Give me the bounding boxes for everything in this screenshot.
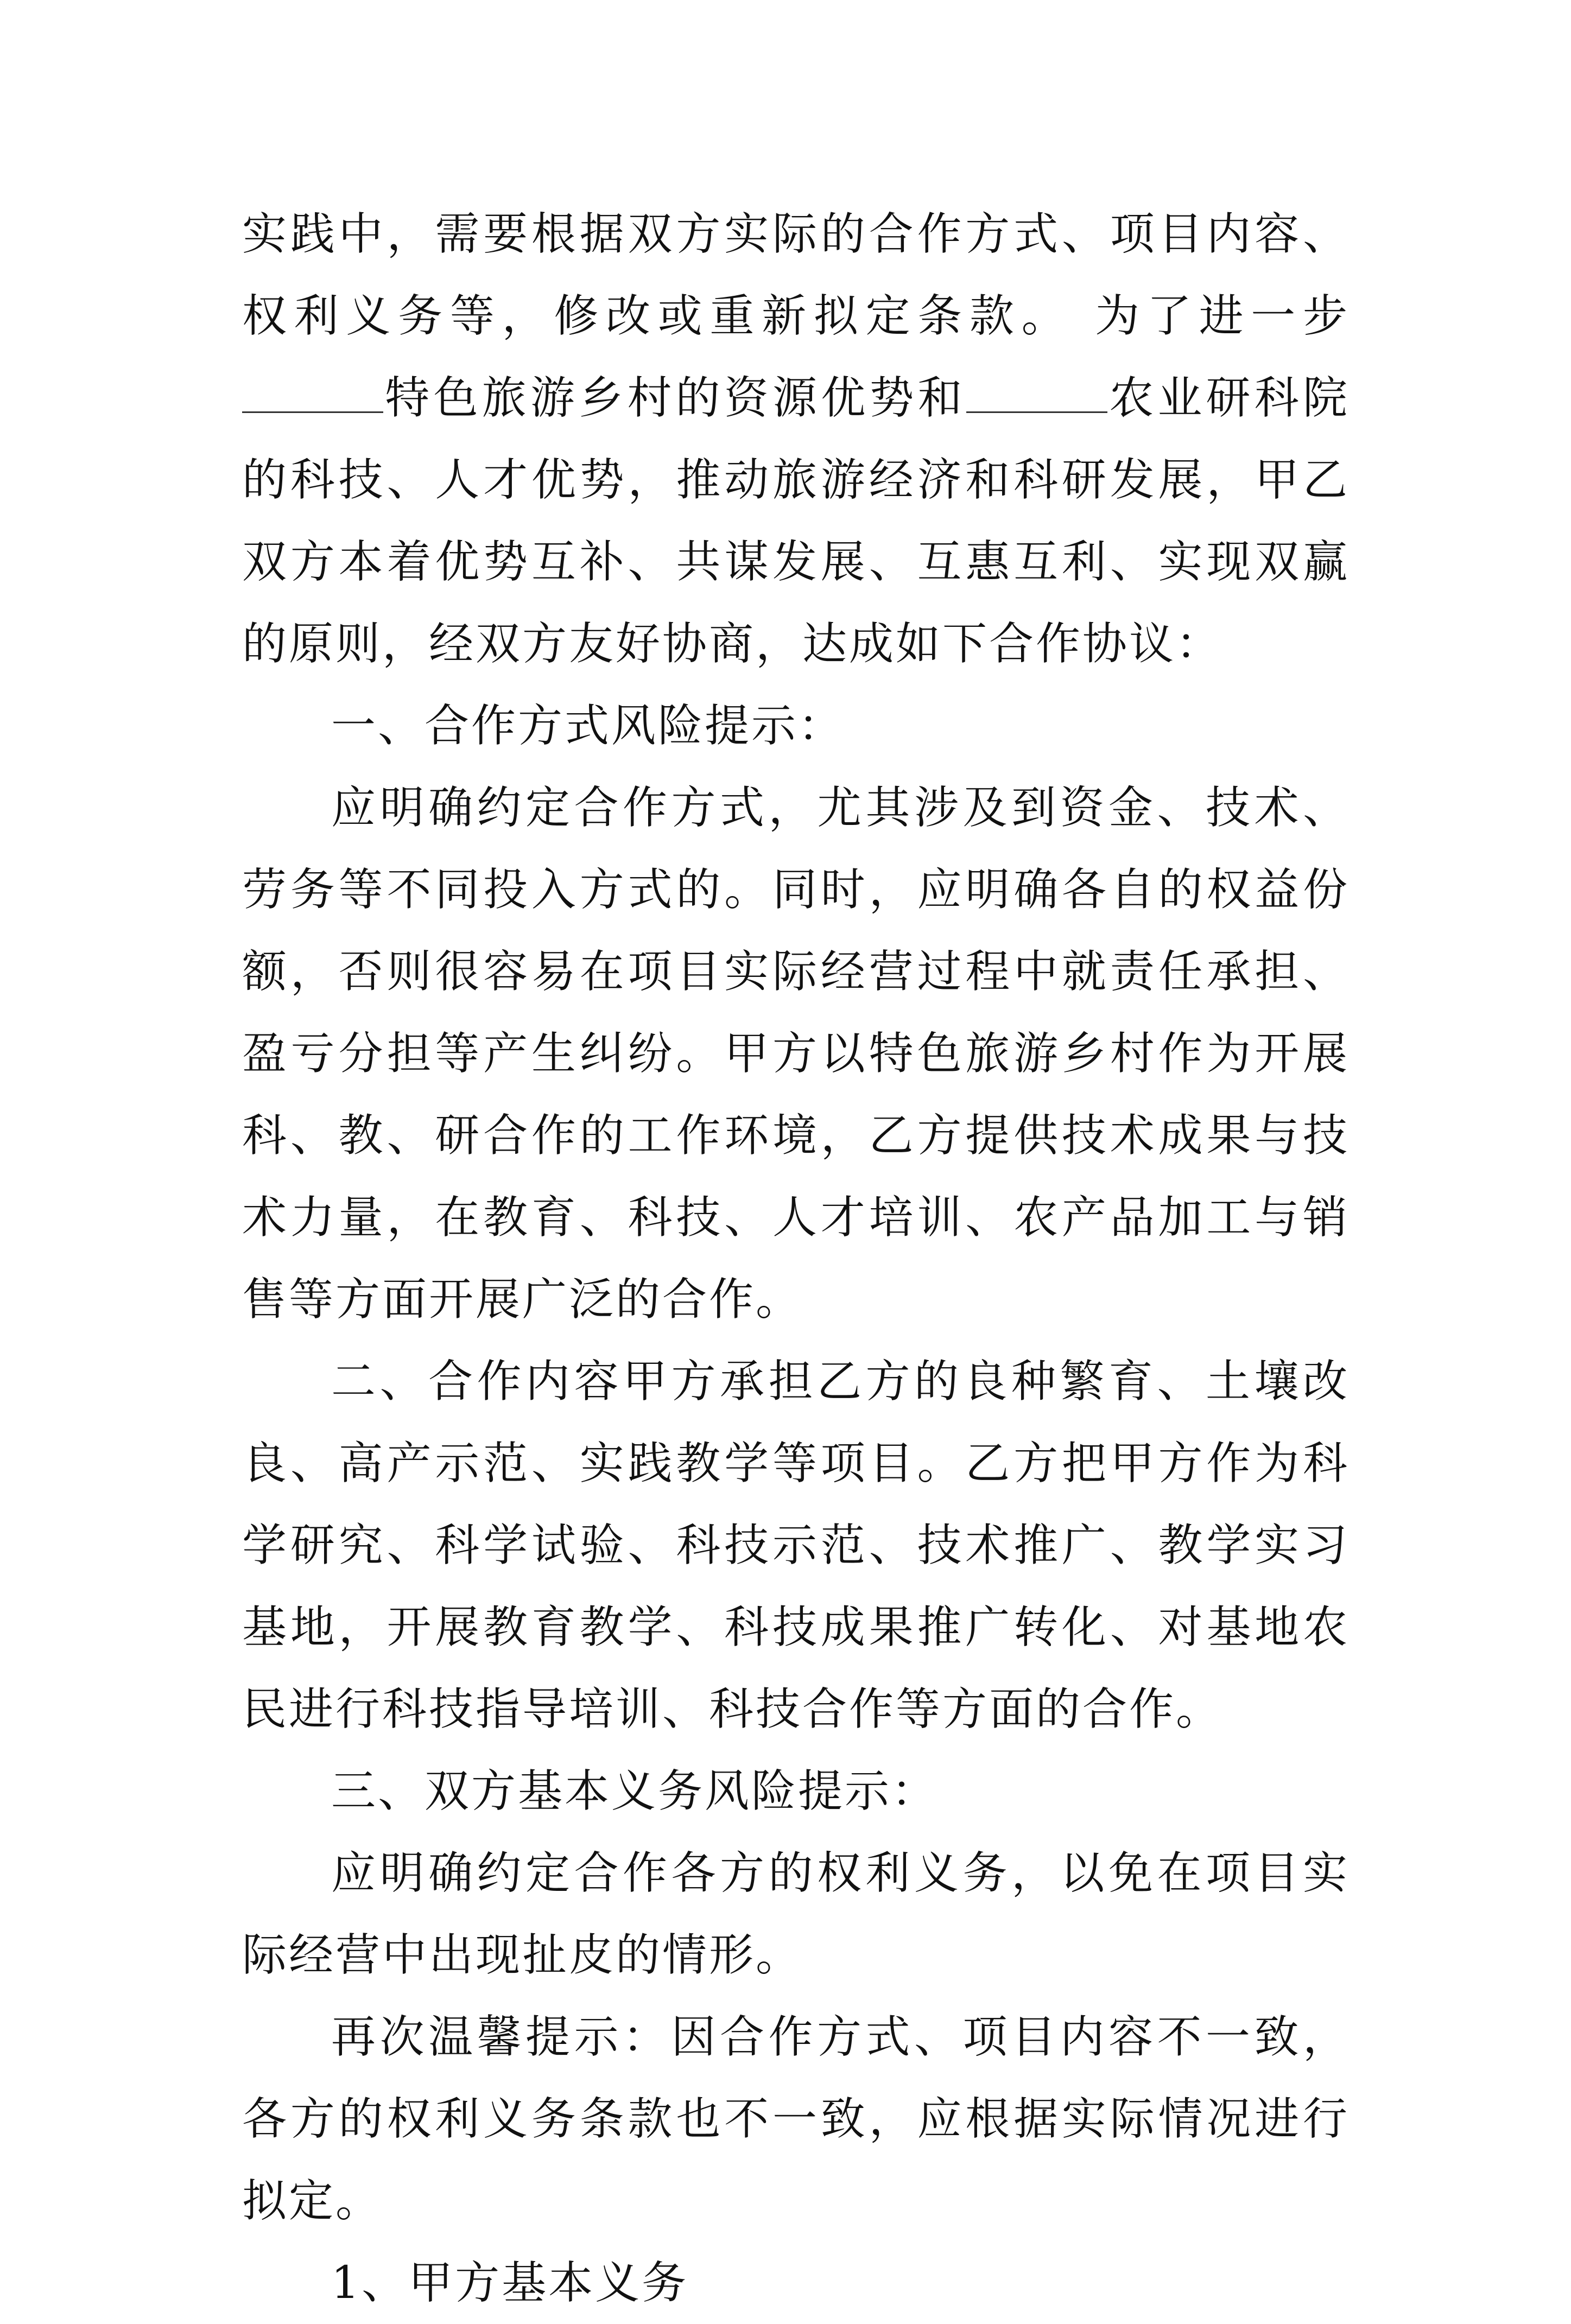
section1-heading: 一、合作方式风险提示：	[331, 700, 845, 752]
section2-paragraph: 二、合作内容甲方承担乙方的良种繁育、土壤改良、高产示范、实践教学等项目。乙方把甲方作为科学研究、科学试验、科技示范、技术推广、教学实习基地，开展教育教学、科技成果推广转化、对基地农民进行科技指导培训、科技合作等方面的合作。	[242, 1356, 1350, 1735]
section3-body: 应明确约定合作各方的权利义务，以免在项目实际经营中出现扯皮的情形。	[242, 1847, 1350, 1981]
intro-text-2: 特色旅游乡村的资源优势和	[383, 372, 966, 424]
intro-text-3: 农业研科院的科技、人才优势，推动旅游经济和科研发展，甲乙双方本着优势互补、共谋发展、互惠互利、实现双赢的原则，经双方友好协商，达成如下合作协议：	[242, 372, 1350, 670]
fill-in-blank-1[interactable]	[242, 401, 383, 413]
fill-in-blank-2[interactable]	[966, 401, 1107, 413]
reminder-paragraph: 再次温馨提示：因合作方式、项目内容不一致，各方的权利义务条款也不一致，应根据实际情况进行拟定。	[242, 2011, 1350, 2227]
item1-heading: 1、甲方基本义务	[331, 2257, 689, 2309]
document-body	[242, 193, 1350, 2324]
section1-body: 应明确约定合作方式，尤其涉及到资金、技术、劳务等不同投入方式的。同时，应明确各自的权益份额，否则很容易在项目实际经营过程中就责任承担、盈亏分担等产生纠纷。甲方以特色旅游乡村作为开展科、教、研合作的工作环境，乙方提供技术成果与技术力量，在教育、科技、人才培训、农产品加工与销售等方面开展广泛的合作。	[242, 782, 1350, 1325]
intro-paragraph	[242, 193, 1350, 685]
intro-text-1: 实践中，需要根据双方实际的合作方式、项目内容、权利义务等，修改或重新拟定条款。 为了进一步	[242, 208, 1350, 342]
section3-heading: 三、双方基本义务风险提示：	[331, 1766, 939, 1817]
